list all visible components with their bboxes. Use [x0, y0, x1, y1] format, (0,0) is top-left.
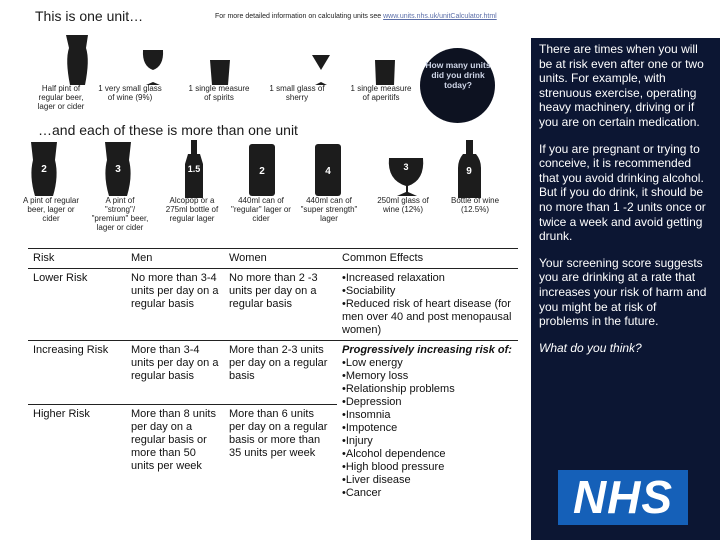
women-limit: More than 6 units per day on a regular basis or more than 35 units per week — [224, 404, 337, 503]
drink-caption-sherry: 1 small glass of sherry — [269, 84, 325, 102]
alcopop-bottle-icon — [185, 140, 203, 198]
header-risk: Risk — [28, 249, 126, 269]
increasing-effects — [337, 341, 518, 504]
drink-caption-small-wine: 1 very small glass of wine (9%) — [98, 84, 162, 102]
multi-unit-drink-icons — [25, 140, 505, 198]
lower-effects — [337, 269, 518, 341]
advice-question: What do you think? — [539, 340, 642, 355]
super-can-icon — [315, 144, 341, 196]
effect-item: • Increased relaxation — [342, 272, 513, 285]
spirit-glass-icon — [210, 60, 230, 85]
wine-glass-icon — [143, 50, 163, 85]
risk-level: Increasing Risk — [33, 344, 109, 356]
info-text: For more detailed information on calculating units see — [215, 13, 382, 20]
drink-caption-alcopop: Alcopop or a 275ml bottle of regular lager — [165, 196, 219, 223]
units-3-wine: 3 — [403, 162, 409, 172]
units-1-5: 1.5 — [187, 164, 201, 174]
page-title: This is one unit… — [35, 8, 144, 24]
drink-caption-half-pint: Half pint of regular beer, lager or cider — [37, 84, 85, 111]
men-limit: No more than 3-4 units per day on a regular basis — [126, 269, 224, 341]
drink-caption-spirits: 1 single measure of spirits — [188, 84, 250, 102]
effect-item: • Alcohol dependence — [342, 448, 513, 461]
effect-item: • Sociability — [342, 285, 513, 298]
drink-caption-large-wine: 250ml glass of wine (12%) — [377, 196, 429, 214]
men-limit: More than 3-4 units per day on a regular basis — [131, 344, 219, 382]
table-header-row — [28, 249, 518, 269]
units-question-text: How many units did you drink today? — [425, 60, 491, 90]
effect-item: • Relationship problems — [342, 383, 513, 396]
one-unit-drink-icons — [30, 30, 430, 90]
advice-paragraph-pregnancy: If you are pregnant or trying to conceive, it is recommended that you avoid drinking alcohol. But if you do drink, it should be no more than 1 -2 units once or twice a week and avoid getting drunk. — [539, 141, 706, 244]
info-note — [215, 13, 497, 20]
units-3: 3 — [115, 164, 121, 175]
advice-text — [539, 42, 709, 367]
advice-paragraph-screening: Your screening score suggests you are drinking at a rate that increases your risk of harm and you might be at risk of problems in the future. — [539, 255, 707, 329]
effect-item: • Memory loss — [342, 370, 513, 383]
effect-item: • Impotence — [342, 422, 513, 435]
units-9: 9 — [466, 166, 472, 177]
risk-level: Lower Risk — [28, 269, 126, 341]
risk-table — [28, 248, 518, 503]
drink-caption-can: 440ml can of "regular" lager or cider — [231, 196, 291, 223]
advice-paragraph-risk-times: There are times when you will be at risk even after one or two units. For example, with strenuous exercise, operating heavy machinery, driving or if you are on certain medication. — [539, 42, 704, 129]
wine-bottle-icon — [458, 140, 481, 198]
units-2: 2 — [41, 164, 47, 175]
unit-calculator-link[interactable]: www.units.nhs.uk/unitCalculator.html — [383, 13, 497, 20]
table-row-increasing-risk — [28, 341, 518, 405]
nhs-logo-text: NHS — [572, 471, 674, 523]
aperitif-glass-icon — [375, 60, 395, 85]
men-limit: More than 8 units per day on a regular basis or more than 50 units per week — [126, 404, 224, 503]
risk-level: Higher Risk — [28, 404, 126, 503]
table-row-lower-risk — [28, 269, 518, 341]
section-title: …and each of these is more than one unit — [38, 122, 298, 138]
header-women: Women — [224, 249, 337, 269]
effect-item: • Liver disease — [342, 474, 513, 487]
units-2-can: 2 — [259, 166, 265, 177]
effect-item: • Cancer — [342, 487, 513, 500]
can-icon — [249, 144, 275, 196]
header-effects: Common Effects — [337, 249, 518, 269]
effect-item: • Injury — [342, 435, 513, 448]
large-wine-glass-icon — [389, 158, 423, 196]
effect-item: • Low energy — [342, 357, 513, 370]
women-limit: No more than 2 -3 units per day on a regular basis — [224, 269, 337, 341]
sherry-glass-icon — [312, 55, 330, 85]
effect-item: • Reduced risk of heart disease (for men over 40 and post menopausal women) — [342, 298, 513, 337]
drink-caption-strong-pint: A pint of "strong"/ "premium" beer, lager or cider — [91, 196, 149, 232]
effect-item: • Depression — [342, 396, 513, 409]
header-men: Men — [126, 249, 224, 269]
drink-caption-wine-bottle: Bottle of wine (12.5%) — [450, 196, 500, 214]
effect-item: • Insomnia — [342, 409, 513, 422]
strong-pint-icon — [105, 142, 131, 196]
pint-glass-icon — [66, 35, 88, 85]
women-limit: More than 2-3 units per day on a regular basis — [229, 344, 328, 382]
units-4: 4 — [325, 166, 331, 177]
drink-caption-aperitifs: 1 single measure of aperitifs — [350, 84, 412, 102]
drink-caption-super-can: 440ml can of "super strength" lager — [300, 196, 358, 223]
effect-item: • High blood pressure — [342, 461, 513, 474]
drink-caption-pint: A pint of regular beer, lager or cider — [22, 196, 80, 223]
increasing-heading: Progressively increasing risk of: — [342, 344, 512, 356]
pint-icon — [31, 142, 57, 196]
